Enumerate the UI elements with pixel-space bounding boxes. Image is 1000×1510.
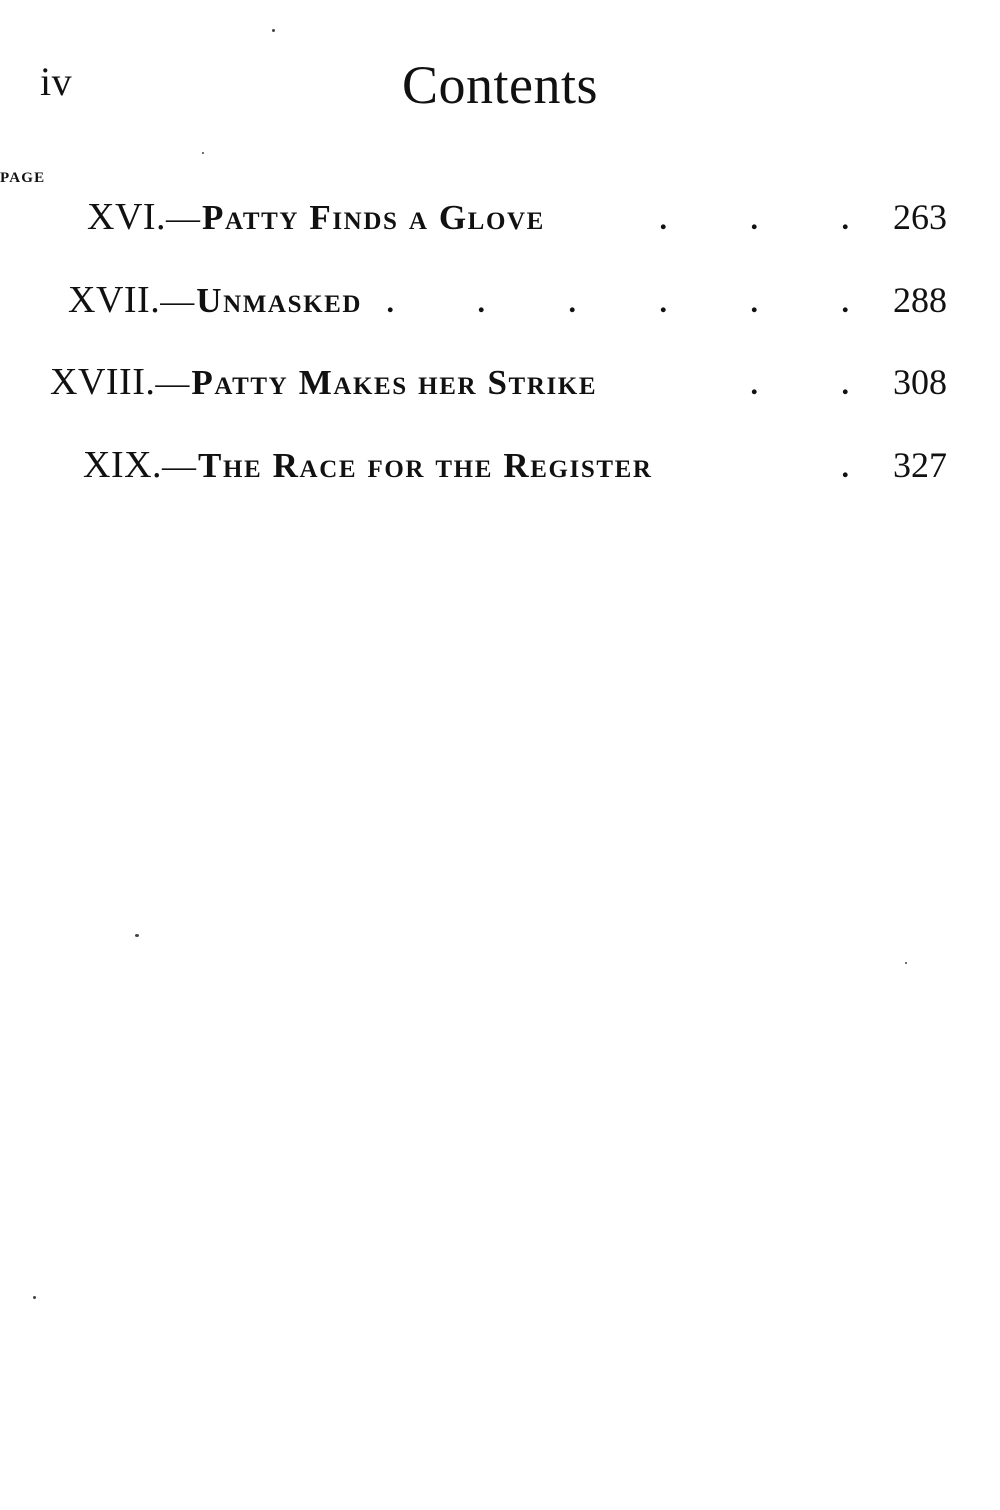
scan-speck — [905, 962, 907, 964]
scan-speck — [272, 29, 275, 32]
toc-entry — [0, 360, 1000, 410]
chapter-page-number: 263 — [893, 197, 947, 237]
chapter-title: Patty Makes her Strike — [191, 363, 598, 402]
chapter-page-number: 288 — [893, 280, 947, 320]
chapter-page-number: 327 — [893, 445, 947, 485]
chapter-dash: — — [160, 283, 195, 320]
chapter-page-number: 308 — [893, 362, 947, 402]
toc-entry — [0, 443, 1000, 493]
page-number: iv — [40, 59, 73, 104]
chapter-numeral: XIX. — [83, 444, 163, 486]
scan-speck — [33, 1296, 36, 1299]
page-column-header: PAGE — [0, 171, 1000, 1510]
dot-leader: . . . — [659, 203, 887, 236]
page-title: Contents — [401, 55, 598, 115]
chapter-numeral: XVI. — [87, 196, 167, 238]
dot-leader: . . — [750, 368, 887, 401]
scan-speck — [202, 152, 204, 154]
chapter-title: Unmasked — [196, 281, 363, 320]
chapter-title: The Race for the Register — [198, 446, 653, 485]
chapter-dash: — — [162, 448, 197, 485]
chapter-title: Patty Finds a Glove — [202, 198, 545, 237]
dot-leader: . — [841, 451, 887, 484]
dot-leader: . . . . . . — [386, 286, 887, 319]
chapter-dash: — — [166, 200, 201, 237]
toc-entry — [0, 278, 1000, 328]
chapter-numeral: XVII. — [68, 279, 161, 321]
toc-entry — [0, 195, 1000, 245]
scan-speck — [135, 934, 139, 937]
chapter-numeral: XVIII. — [50, 361, 156, 403]
chapter-dash: — — [155, 365, 190, 402]
